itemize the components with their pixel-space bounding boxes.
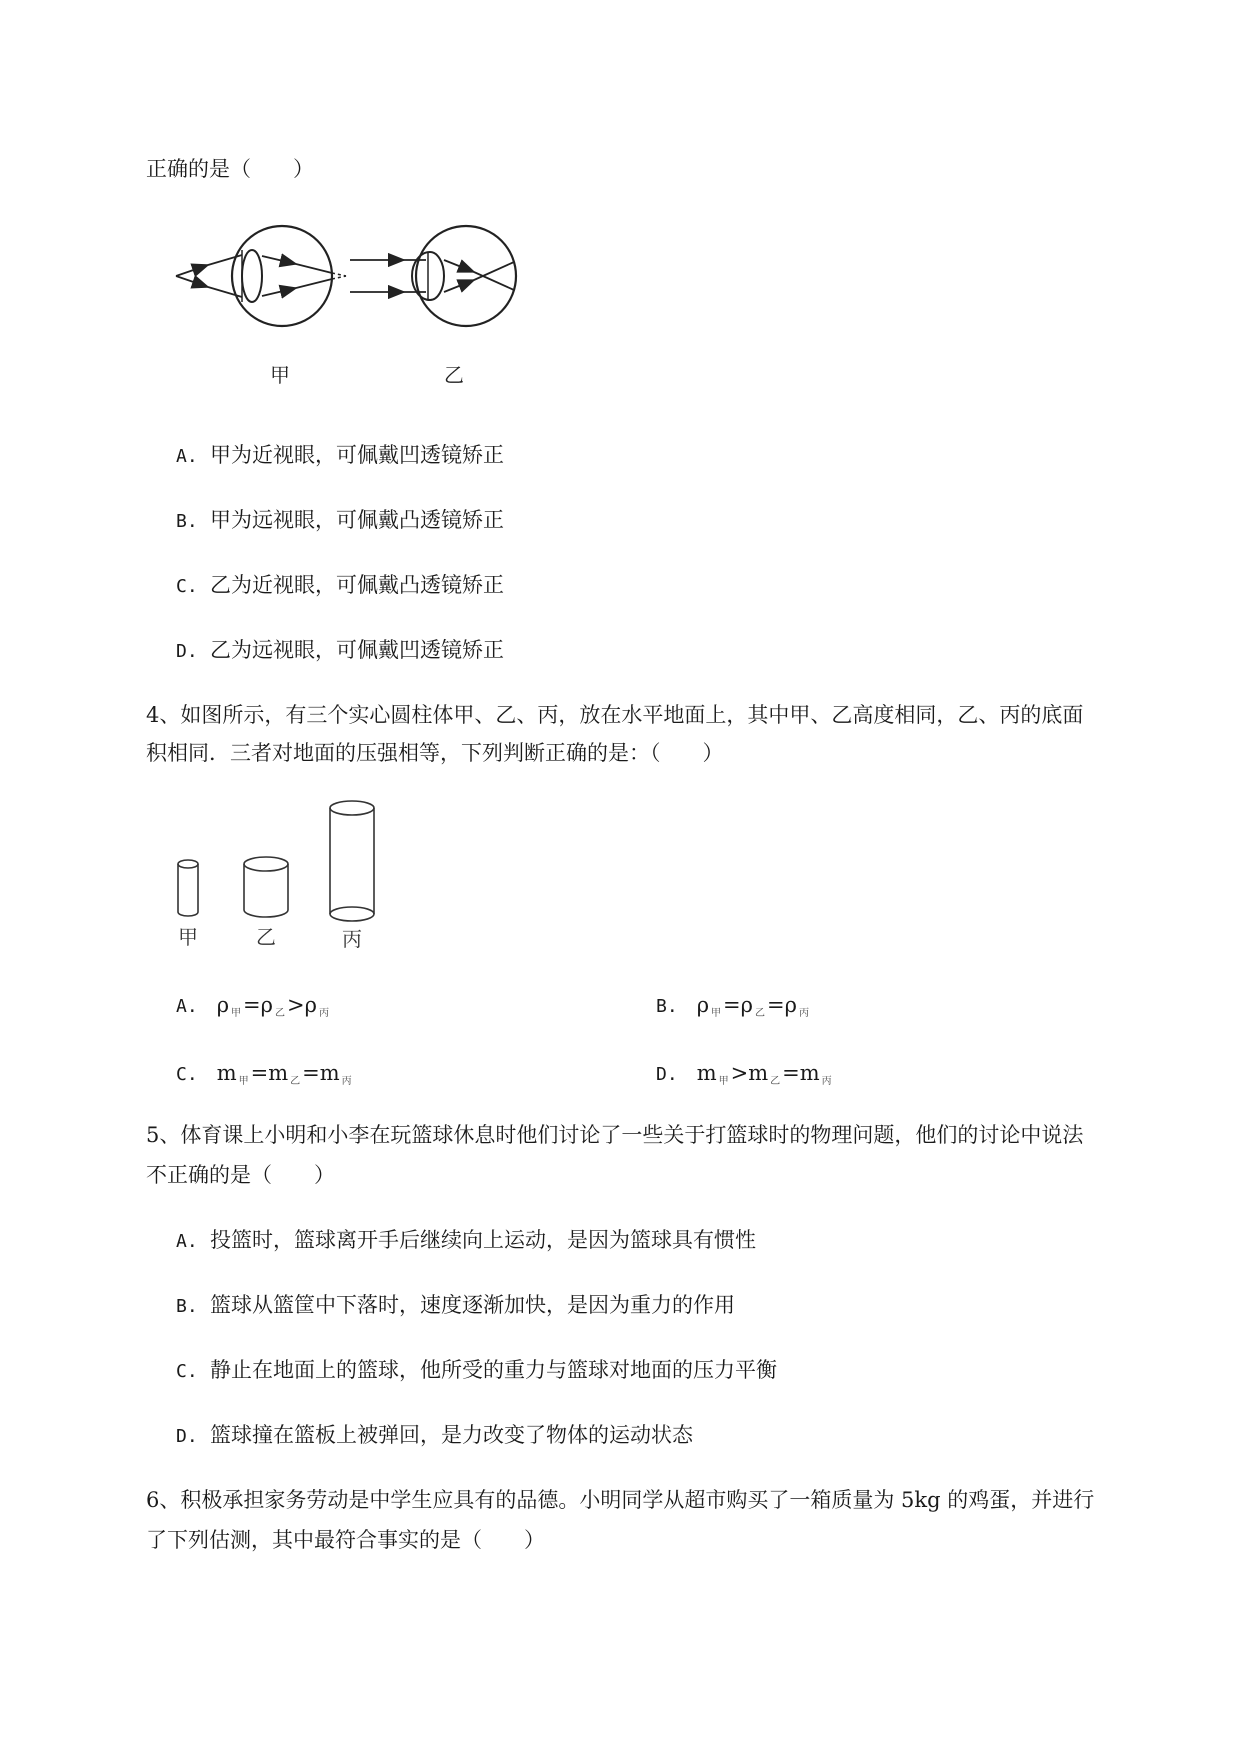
subscript-1: 甲 [231,1008,242,1019]
subscript-3: 丙 [318,1008,329,1019]
option-letter: B. [176,511,198,532]
option-letter: D. [656,1064,678,1085]
q5-option-d[interactable] [176,1420,693,1452]
operator-2: = [782,1061,800,1085]
option-letter: D. [176,641,198,662]
option-letter: A. [176,446,198,467]
mass-symbol: m [319,1061,340,1085]
operator-2: = [302,1061,320,1085]
q3-option-a[interactable] [176,440,504,472]
option-text: 甲为近视眼，可佩戴凹透镜矫正 [210,443,504,467]
q5-option-c[interactable] [176,1355,777,1387]
density-symbol: ρ [740,993,754,1017]
q5-option-a[interactable] [176,1225,756,1257]
operator-2: > [287,993,305,1017]
subscript-1: 甲 [238,1076,249,1087]
subscript-1: 甲 [718,1076,729,1087]
q6-stem-line1: 6、积极承担家务劳动是中学生应具有的品德。小明同学从超市购买了一箱质量为 5kg 的鸡蛋，并进行 [146,1488,1095,1512]
mass-symbol: m [268,1061,289,1085]
subscript-2: 乙 [290,1076,301,1087]
subscript-1: 甲 [711,1008,722,1019]
subscript-3: 丙 [821,1076,832,1087]
q3-option-c[interactable] [176,570,504,602]
option-letter: C. [176,1361,198,1382]
operator-1: = [243,993,261,1017]
operator-1: > [730,1061,749,1085]
q5-stem-line1: 5、体育课上小明和小李在玩篮球休息时他们讨论了一些关于打篮球时的物理问题，他们的讨论中说法 [146,1123,1084,1147]
option-text: 篮球从篮筐中下落时，速度逐渐加快，是因为重力的作用 [210,1293,735,1317]
option-text: 甲为远视眼，可佩戴凸透镜矫正 [210,508,504,532]
option-letter: C. [176,1064,198,1085]
option-text: 投篮时，篮球离开手后继续向上运动，是因为篮球具有惯性 [210,1228,756,1252]
cylinder-b-label: 乙 [256,925,276,949]
option-letter: B. [656,996,678,1017]
operator-1: = [250,1061,269,1085]
mass-symbol: m [748,1061,769,1085]
q4-option-c[interactable] [176,1058,354,1097]
density-symbol: ρ [696,993,710,1017]
eye-b-label: 乙 [444,363,464,387]
subscript-2: 乙 [755,1008,766,1019]
mass-symbol: m [799,1061,820,1085]
operator-1: = [723,993,741,1017]
subscript-3: 丙 [798,1008,809,1019]
cylinder-a [178,860,198,949]
option-letter: A. [176,996,198,1017]
q3-stem-tail: 正确的是（ ） [146,157,314,181]
option-letter: B. [176,1296,198,1317]
density-symbol: ρ [784,993,797,1017]
density-symbol: ρ [304,993,317,1017]
eye-b-diagram [350,226,516,387]
cylinder-c-label: 丙 [342,927,362,951]
q4-option-a[interactable] [176,990,331,1029]
q4-option-b[interactable] [656,990,811,1029]
subscript-2: 乙 [275,1008,286,1019]
option-text: 静止在地面上的篮球，他所受的重力与篮球对地面的压力平衡 [210,1358,777,1382]
q5-option-b[interactable] [176,1290,735,1322]
subscript-2: 乙 [770,1076,781,1087]
option-text: 乙为远视眼，可佩戴凹透镜矫正 [210,638,504,662]
eye-a-diagram [176,226,346,387]
q4-option-d[interactable] [656,1058,834,1097]
cylinder-a-label: 甲 [178,925,198,949]
q4-stem-line2: 积相同．三者对地面的压强相等，下列判断正确的是：（ ） [146,741,724,765]
option-text: 乙为近视眼，可佩戴凸透镜矫正 [210,573,504,597]
mass-symbol: m [696,1061,717,1085]
q6-stem-line2: 了下列估测，其中最符合事实的是（ ） [146,1528,545,1552]
eye-diagram-figure [168,220,548,400]
cylinders-figure [170,800,410,960]
q3-option-b[interactable] [176,505,504,537]
operator-2: = [767,993,785,1017]
subscript-3: 丙 [341,1076,352,1087]
cylinder-c [330,801,374,951]
q3-option-d[interactable] [176,635,504,667]
q4-stem-line1: 4、如图所示，有三个实心圆柱体甲、乙、丙，放在水平地面上，其中甲、乙高度相同，乙、丙的底面 [146,703,1084,727]
cylinder-b [244,857,288,949]
option-letter: D. [176,1426,198,1447]
density-symbol: ρ [260,993,274,1017]
density-symbol: ρ [216,993,230,1017]
eye-a-label: 甲 [270,363,290,387]
q5-stem-line2: 不正确的是（ ） [146,1163,335,1187]
option-letter: A. [176,1231,198,1252]
mass-symbol: m [216,1061,237,1085]
option-letter: C. [176,576,198,597]
option-text: 篮球撞在篮板上被弹回，是力改变了物体的运动状态 [210,1423,693,1447]
